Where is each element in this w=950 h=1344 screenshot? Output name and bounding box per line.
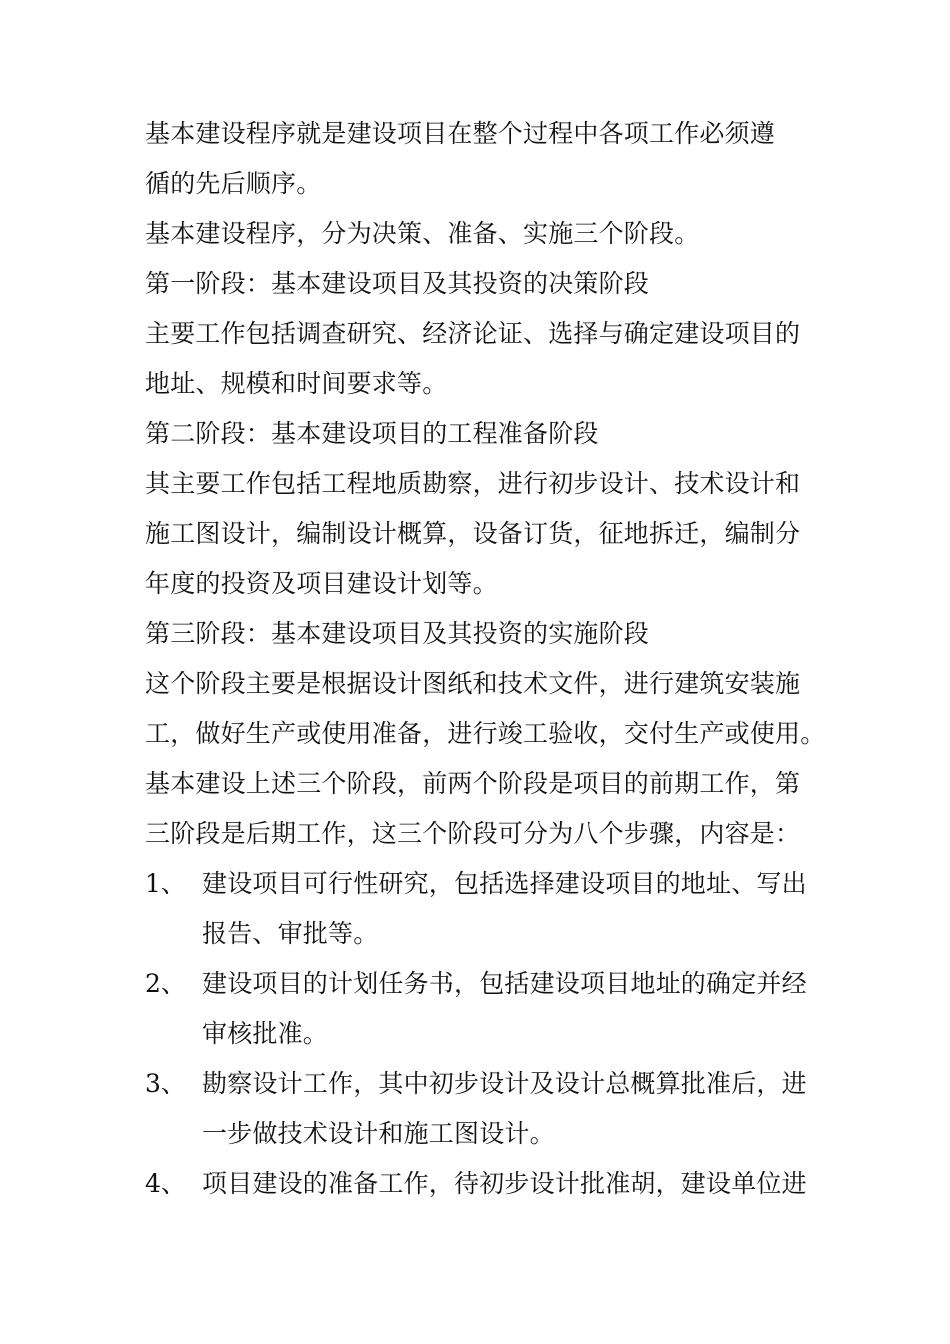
paragraph (145, 459, 810, 609)
text-line: 建设项目的计划任务书，包括建设项目地址的确定并经 (202, 969, 807, 998)
text-line: 建设项目可行性研究，包括选择建设项目的地址、写出 (202, 869, 807, 898)
text-line: 第一阶段：基本建设项目及其投资的决策阶段 (145, 269, 650, 298)
text-line: 审核批准。 (202, 1019, 329, 1048)
text-line: 施工图设计，编制设计概算，设备订货，征地拆迁，编制分 (145, 519, 801, 548)
list-item (145, 1159, 810, 1209)
text-line: 勘察设计工作，其中初步设计及设计总概算批准后，进 (202, 1069, 807, 1098)
paragraph (145, 309, 810, 409)
text-line: 这个阶段主要是根据设计图纸和技术文件，进行建筑安装施 (145, 669, 801, 698)
list-number: 4、 (145, 1169, 186, 1198)
paragraph (145, 759, 810, 859)
list-item (145, 859, 810, 959)
text-line: 一步做技术设计和施工图设计。 (202, 1119, 555, 1148)
section-heading (145, 409, 810, 459)
paragraph (145, 659, 826, 759)
text-line: 其主要工作包括工程地质勘察，进行初步设计、技术设计和 (145, 469, 801, 498)
list-number: 1、 (145, 869, 186, 898)
paragraph (145, 109, 810, 209)
text-line: 主要工作包括调查研究、经济论证、选择与确定建设项目的 (145, 319, 801, 348)
text-line: 第三阶段：基本建设项目及其投资的实施阶段 (145, 619, 650, 648)
text-line: 工，做好生产或使用准备，进行竣工验收，交付生产或使用。 (145, 719, 826, 748)
list-number: 2、 (145, 969, 186, 998)
text-line: 基本建设上述三个阶段，前两个阶段是项目的前期工作，第 (145, 769, 801, 798)
text-line: 报告、审批等。 (202, 919, 379, 948)
text-line: 三阶段是后期工作，这三个阶段可分为八个步骤，内容是： (145, 819, 801, 848)
text-line: 基本建设程序就是建设项目在整个过程中各项工作必须遵 (145, 119, 776, 148)
section-heading (145, 609, 810, 659)
list-item (145, 1059, 810, 1159)
text-line: 项目建设的准备工作，待初步设计批准胡，建设单位进 (202, 1169, 807, 1198)
list-item (145, 959, 810, 1059)
text-line: 第二阶段：基本建设项目的工程准备阶段 (145, 419, 599, 448)
paragraph (145, 209, 810, 259)
text-line: 基本建设程序，分为决策、准备、实施三个阶段。 (145, 219, 700, 248)
document-body (145, 109, 826, 1209)
list-number: 3、 (145, 1069, 186, 1098)
text-line: 地址、规模和时间要求等。 (145, 369, 448, 398)
text-line: 循的先后顺序。 (145, 169, 322, 198)
text-line: 年度的投资及项目建设计划等。 (145, 569, 498, 598)
section-heading (145, 259, 810, 309)
